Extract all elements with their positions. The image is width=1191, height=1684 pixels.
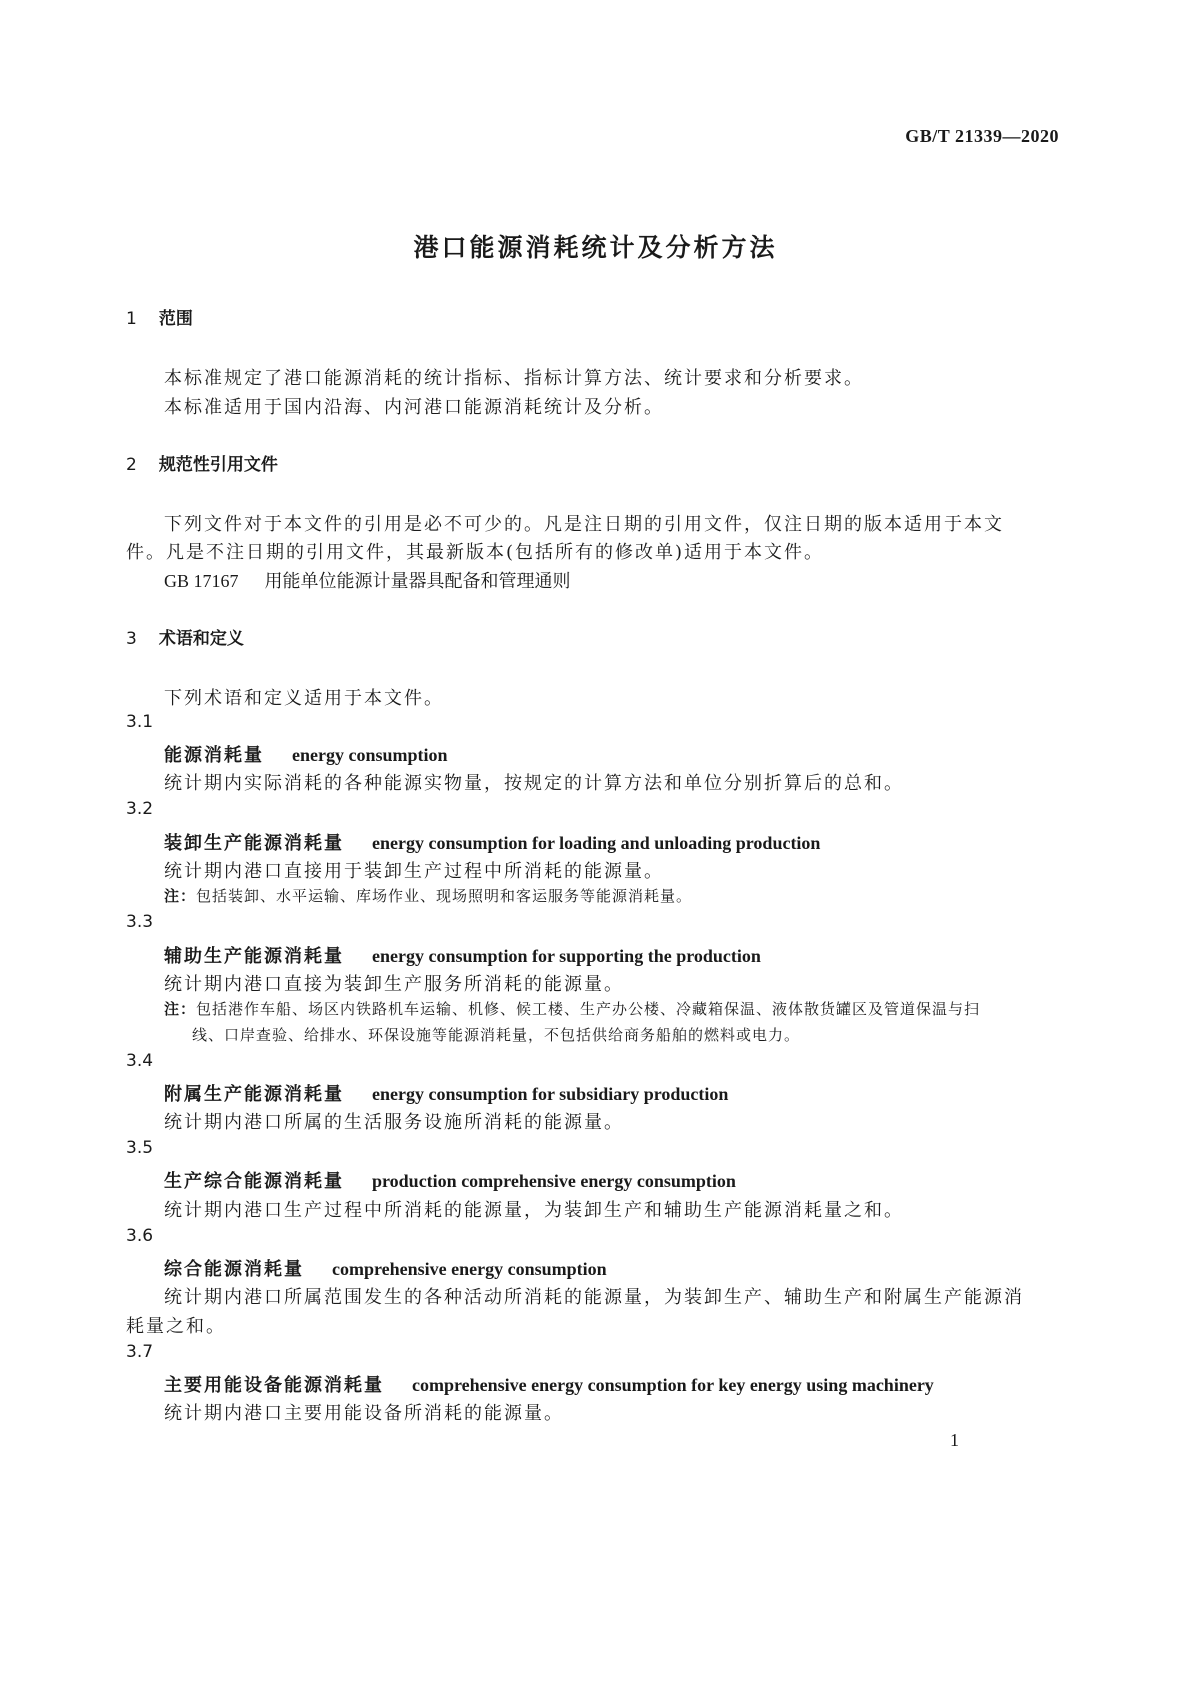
- term-entry: [164, 942, 761, 968]
- term-en: energy consumption: [292, 745, 448, 765]
- section-number: 3: [126, 629, 137, 649]
- term-zh: 生产综合能源消耗量: [164, 1171, 344, 1192]
- term-definition: 统计期内港口所属的生活服务设施所消耗的能源量。: [164, 1112, 624, 1133]
- normative-ref-paragraph-line-2: 件。凡是不注日期的引用文件，其最新版本(包括所有的修改单)适用于本文件。: [126, 542, 825, 563]
- term-note-line-1: [164, 998, 980, 1019]
- term-en: comprehensive energy consumption for key energy using machinery: [412, 1375, 934, 1395]
- term-en: energy consumption for loading and unloading production: [372, 833, 821, 853]
- term-zh: 附属生产能源消耗量: [164, 1084, 344, 1105]
- term-note-line-2: 线、口岸查验、给排水、环保设施等能源消耗量，不包括供给商务船舶的燃料或电力。: [192, 1026, 801, 1044]
- page-number: 1: [950, 1430, 959, 1450]
- reference-title: 用能单位能源计量器具配备和管理通则: [264, 571, 571, 592]
- term-en: energy consumption for supporting the production: [372, 946, 761, 966]
- normative-ref-paragraph-line-1: 下列文件对于本文件的引用是必不可少的。凡是注日期的引用文件，仅注日期的版本适用于本文: [164, 514, 1004, 535]
- term-entry: [164, 1080, 728, 1106]
- reference-entry: [164, 567, 571, 593]
- term-en: production comprehensive energy consumption: [372, 1171, 736, 1191]
- scope-paragraph-1: 本标准规定了港口能源消耗的统计指标、指标计算方法、统计要求和分析要求。: [164, 368, 864, 389]
- term-zh: 装卸生产能源消耗量: [164, 833, 344, 854]
- scope-paragraph-2: 本标准适用于国内沿海、内河港口能源消耗统计及分析。: [164, 397, 664, 418]
- term-zh: 主要用能设备能源消耗量: [164, 1375, 384, 1396]
- clause-number: 3.1: [126, 712, 154, 732]
- section-number: 2: [126, 455, 137, 475]
- note-text: 包括港作车船、场区内铁路机车运输、机修、候工楼、生产办公楼、冷藏箱保温、液体散货罐区及管道保温与扫: [196, 1000, 981, 1018]
- section-2-heading: [126, 450, 278, 475]
- section-3-heading: [126, 624, 244, 649]
- term-en: energy consumption for subsidiary production: [372, 1084, 729, 1104]
- note-label: 注：: [164, 1000, 197, 1018]
- terms-intro: 下列术语和定义适用于本文件。: [164, 688, 444, 709]
- term-entry: [164, 829, 820, 855]
- term-note: [164, 885, 692, 906]
- term-entry: [164, 1167, 736, 1193]
- section-title: 术语和定义: [158, 629, 244, 649]
- term-definition-line-2: 耗量之和。: [126, 1316, 226, 1337]
- section-1-heading: [126, 304, 193, 329]
- term-definition: 统计期内港口主要用能设备所消耗的能源量。: [164, 1403, 564, 1424]
- term-definition: 统计期内港口直接用于装卸生产过程中所消耗的能源量。: [164, 861, 664, 882]
- clause-number: 3.2: [126, 799, 154, 819]
- document-title: 港口能源消耗统计及分析方法: [413, 233, 778, 262]
- term-zh: 能源消耗量: [164, 745, 264, 766]
- term-definition: 统计期内港口生产过程中所消耗的能源量，为装卸生产和辅助生产能源消耗量之和。: [164, 1200, 904, 1221]
- section-title: 规范性引用文件: [158, 455, 278, 475]
- section-number: 1: [126, 309, 137, 329]
- term-zh: 辅助生产能源消耗量: [164, 946, 344, 967]
- term-definition-line-1: 统计期内港口所属范围发生的各种活动所消耗的能源量，为装卸生产、辅助生产和附属生产能源消: [164, 1287, 1024, 1308]
- clause-number: 3.6: [126, 1226, 154, 1246]
- term-definition: 统计期内港口直接为装卸生产服务所消耗的能源量。: [164, 974, 624, 995]
- section-title: 范围: [158, 309, 193, 329]
- term-entry: [164, 1371, 934, 1397]
- term-definition: 统计期内实际消耗的各种能源实物量，按规定的计算方法和单位分别折算后的总和。: [164, 773, 904, 794]
- note-label: 注：: [164, 887, 197, 905]
- reference-code: GB 17167: [164, 571, 239, 591]
- clause-number: 3.7: [126, 1342, 154, 1362]
- clause-number: 3.4: [126, 1051, 154, 1071]
- term-entry: [164, 741, 448, 767]
- term-entry: [164, 1255, 607, 1281]
- clause-number: 3.5: [126, 1138, 154, 1158]
- term-en: comprehensive energy consumption: [332, 1259, 607, 1279]
- standard-code: GB/T 21339—2020: [905, 126, 1059, 146]
- clause-number: 3.3: [126, 912, 154, 932]
- term-zh: 综合能源消耗量: [164, 1259, 304, 1280]
- note-text: 包括装卸、水平运输、库场作业、现场照明和客运服务等能源消耗量。: [196, 887, 693, 905]
